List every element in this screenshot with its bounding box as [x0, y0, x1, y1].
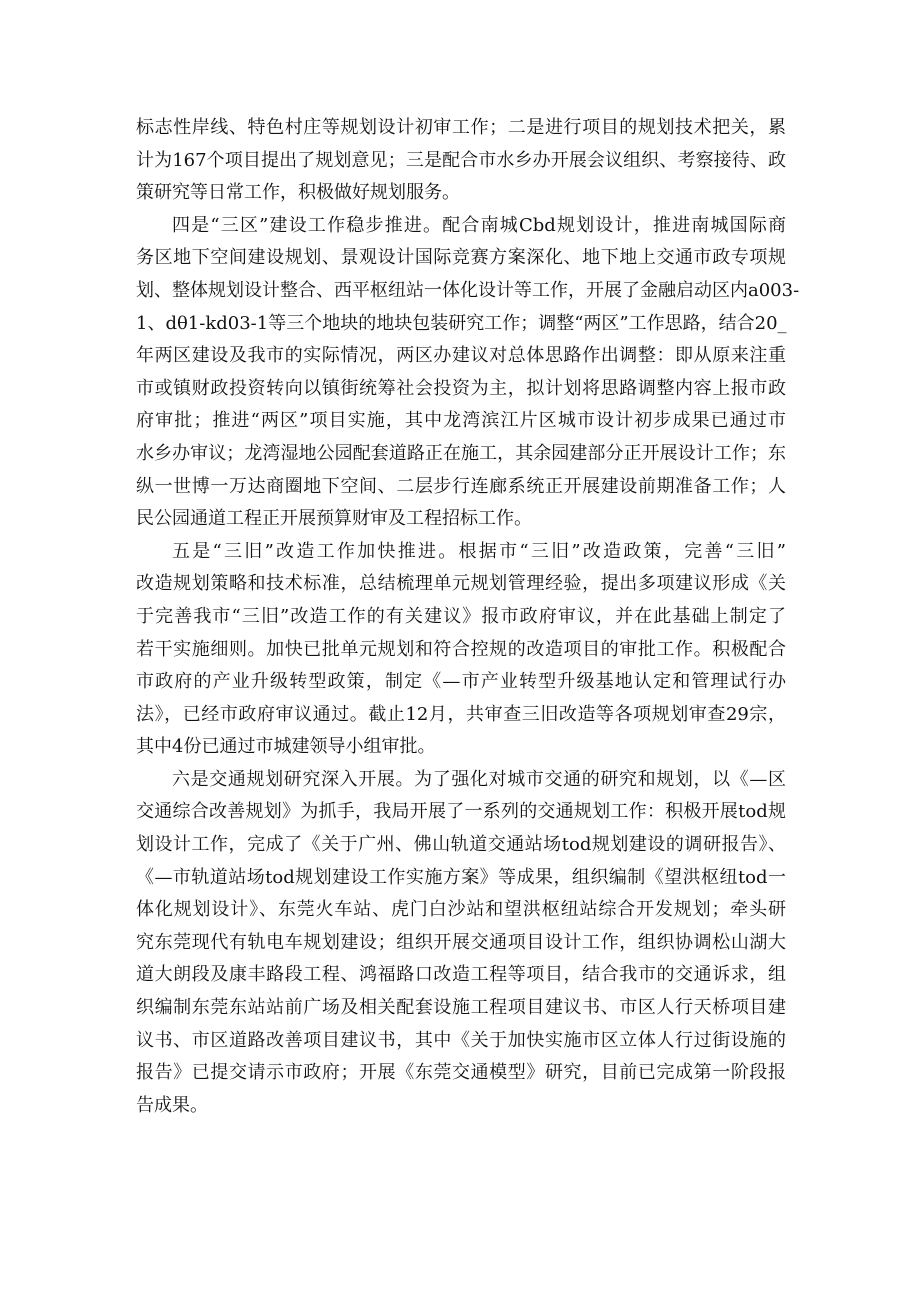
text-line: 1、dθ1-kd03-1等三个地块的地块包装研究工作；调整“两区”工作思路，结合20_	[136, 312, 787, 334]
paragraph-san-qu	[136, 210, 800, 536]
text-line: 交通综合改善规划》为抓手，我局开展了一系列的交通规划工作：积极开展tod规	[136, 801, 786, 823]
text-line: 水乡办审议；龙湾湿地公园配套道路正在施工，其余园建部分正开展设计工作；东	[136, 442, 786, 464]
text-line: 于完善我市“三旧”改造工作的有关建议》报市政府审议，并在此基础上制定了	[136, 605, 786, 627]
text-line: 务区地下空间建设规划、景观设计国际竞赛方案深化、地下地上交通市政专项规	[136, 247, 786, 269]
text-line: 《—市轨道站场tod规划建设工作实施方案》等成果，组织编制《望洪枢纽tod一	[136, 866, 786, 888]
text-line: 道大朗段及康丰路段工程、鸿福路口改造工程等项目，结合我市的交通诉求，组	[136, 964, 786, 986]
text-line: 其中4份已通过市城建领导小组审批。	[136, 736, 436, 758]
text-line: 体化规划设计》、东莞火车站、虎门白沙站和望洪枢纽站综合开发规划；牵头研	[136, 899, 786, 921]
text-line: 改造规划策略和技术标准，总结梳理单元规划管理经验，提出多项建议形成《关	[136, 573, 786, 595]
text-line: 法》，已经市政府审议通过。截止12月，共审查三旧改造等各项规划审查29宗，	[136, 703, 786, 725]
paragraph-san-jiu	[136, 536, 786, 764]
text-line: 究东莞现代有轨电车规划建设；组织开展交通项目设计工作，组织协调松山湖大	[136, 931, 786, 953]
text-line: 议书、市区道路改善项目建议书，其中《关于加快实施市区立体人行过街设施的	[136, 1029, 786, 1051]
text-line: 民公园通道工程正开展预算财审及工程招标工作。	[136, 508, 532, 530]
text-line: 告成果。	[136, 1094, 208, 1116]
text-line: 报告》已提交请示市政府；开展《东莞交通模型》研究，目前已完成第一阶段报	[136, 1062, 786, 1084]
text-line: 若干实施细则。加快已批单元规划和符合控规的改造项目的审批工作。积极配合	[136, 638, 786, 660]
text-line: 织编制东莞东站站前广场及相关配套设施工程项目建议书、市区人行天桥项目建	[136, 997, 786, 1019]
text-line: 市政府的产业升级转型政策，制定《—市产业转型升级基地认定和管理试行办	[136, 671, 786, 693]
text-line: 纵一世博一万达商圈地下空间、二层步行连廊系统正开展建设前期准备工作；人	[136, 475, 786, 497]
text-line: 府审批；推进“两区”项目实施，其中龙湾滨江片区城市设计初步成果已通过市	[136, 410, 786, 432]
text-line: 四是“三区”建设工作稳步推进。配合南城Cbd规划设计，推进南城国际商	[172, 214, 786, 236]
paragraph-traffic-planning	[136, 764, 786, 1123]
text-line: 策研究等日常工作，积极做好规划服务。	[136, 182, 460, 204]
text-line: 五是“三旧”改造工作加快推进。根据市“三旧”改造政策，完善“三旧”	[172, 540, 786, 562]
text-line: 市或镇财政投资转向以镇街统筹社会投资为主，拟计划将思路调整内容上报市政	[136, 377, 786, 399]
text-line: 划设计工作，完成了《关于广州、佛山轨道交通站场tod规划建设的调研报告》、	[136, 834, 786, 856]
text-line: 标志性岸线、特色村庄等规划设计初审工作；二是进行项目的规划技术把关，累	[136, 117, 786, 138]
text-line: 六是交通规划研究深入开展。为了强化对城市交通的研究和规划，以《—区	[172, 768, 786, 790]
text-line: 计为167个项目提出了规划意见；三是配合市水乡办开展会议组织、考察接待、政	[136, 149, 786, 171]
document-body	[136, 112, 800, 1122]
text-line: 年两区建设及我市的实际情况，两区办建议对总体思路作出调整：即从原来注重	[136, 345, 786, 367]
text-line: 划、整体规划设计整合、西平枢纽站一体化设计等工作，开展了金融启动区内a003-	[136, 279, 800, 301]
paragraph-continuation	[136, 112, 786, 210]
